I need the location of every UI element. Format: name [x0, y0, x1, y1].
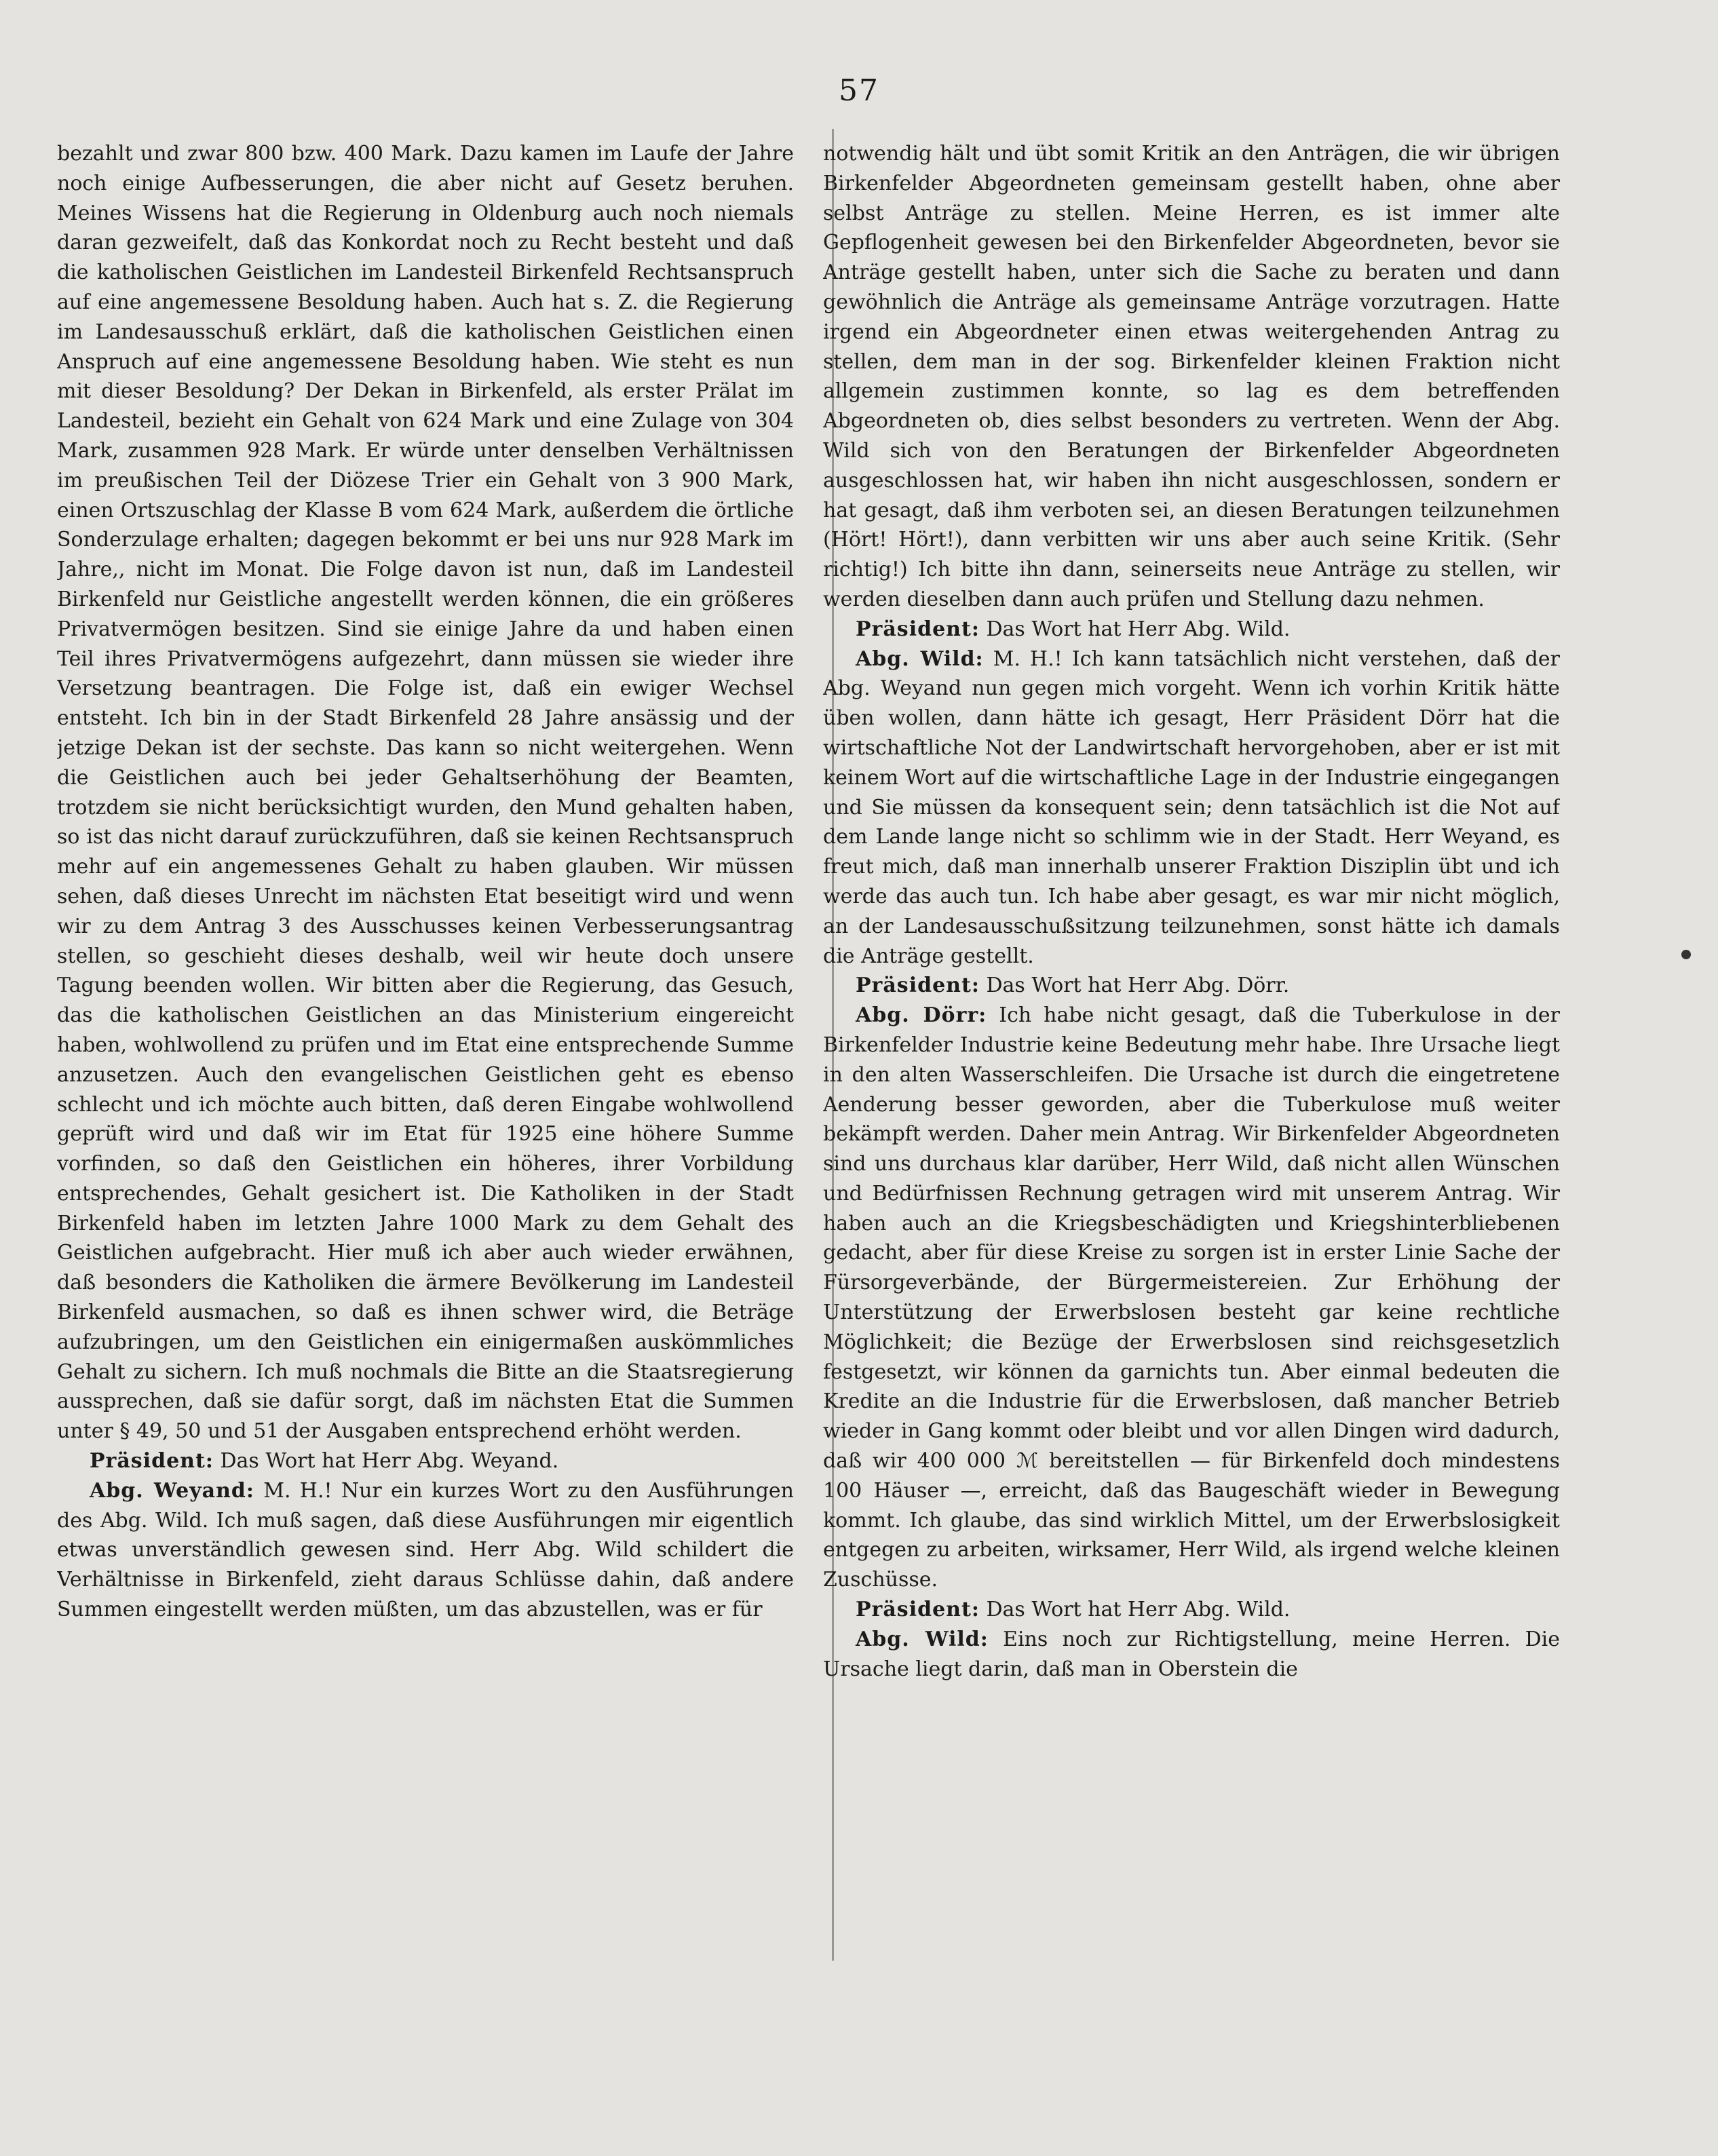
- right-column: [823, 139, 1560, 2120]
- speaker-label: Abg. Dörr:: [856, 1003, 987, 1028]
- paragraph-text: notwendig hält und übt somit Kritik an den Anträgen, die wir übrigen Birkenfelder Abgeordneten gemeinsam gestellt haben, ohne aber selbst Anträge zu stellen. Meine Herren, es ist immer alte Gepflogenheit gewesen bei den Birkenfelder Abgeordneten, bevor sie Anträge gestellt haben, unter sich die Sache zu beraten und dann gewöhnlich die Anträge als gemeinsame Anträge vorzutragen. Hatte irgend ein Abgeordneter einen etwas weitergehenden Antrag zu stellen, dem man in der sog. Birkenfelder kleinen Fraktion nicht allgemein zustimmen konnte, so lag es dem betreffenden Abgeordneten ob, dies selbst besonders zu vertreten. Wenn der Abg. Wild sich von den Beratungen der Birkenfelder Abgeordneten ausgeschlossen hat, wir haben ihn nicht ausgeschlossen, sondern er hat gesagt, daß ihm verboten sei, an diesen Beratungen teilzunehmen (Hört! Hört!), dann verbitten wir uns aber auch seine Kritik. (Sehr richtig!) Ich bitte ihn dann, seinerseits neue Anträge zu stellen, wir werden dieselben dann auch prüfen und Stellung dazu nehmen.: [823, 142, 1560, 611]
- speaker-label: Abg. Wild:: [856, 1627, 989, 1651]
- speaker-label: Präsident:: [856, 974, 980, 998]
- paragraph: [823, 139, 1560, 615]
- paragraph: [57, 1446, 794, 1476]
- paragraph: [823, 1625, 1560, 1685]
- paragraph-text: Das Wort hat Herr Abg. Wild.: [986, 1598, 1291, 1622]
- speaker-label: Präsident:: [856, 617, 980, 641]
- speaker-label: Abg. Wild:: [856, 647, 984, 671]
- paragraph-text: bezahlt und zwar 800 bzw. 400 Mark. Dazu kamen im Laufe der Jahre noch einige Aufbesserungen, die aber nicht auf Gesetz beruhen. Meines Wissens hat die Regierung in Oldenburg auch noch niemals daran gezweifelt, daß das Konkordat noch zu Recht besteht und daß die katholischen Geistlichen im Landesteil Birkenfeld Rechtsanspruch auf eine angemessene Besoldung haben. Auch hat s. Z. die Regierung im Landesausschuß erklärt, daß die katholischen Geistlichen einen Anspruch auf eine angemessene Besoldung haben. Wie steht es nun mit dieser Besoldung? Der Dekan in Birkenfeld, als erster Prälat im Landesteil, bezieht ein Gehalt von 624 Mark und eine Zulage von 304 Mark, zusammen 928 Mark. Er würde unter denselben Verhältnissen im preußischen Teil der Diözese Trier ein Gehalt von 3 900 Mark, einen Ortszuschlag der Klasse B vom 624 Mark, außerdem die örtliche Sonderzulage erhalten; dagegen bekommt er bei uns nur 928 Mark im Jahre,, nicht im Monat. Die Folge davon ist nun, daß im Landesteil Birkenfeld nur Geistliche angestellt werden können, die ein größeres Privatvermögen besitzen. Sind sie einige Jahre da und haben einen Teil ihres Privatvermögens aufgezehrt, dann müssen sie wieder ihre Versetzung beantragen. Die Folge ist, daß ein ewiger Wechsel entsteht. Ich bin in der Stadt Birkenfeld 28 Jahre ansässig und der jetzige Dekan ist der sechste. Das kann so nicht weitergehen. Wenn die Geistlichen auch bei jeder Gehaltserhöhung der Beamten, trotzdem sie nicht berücksichtigt wurden, den Mund gehalten haben, so ist das nicht darauf zurückzuführen, daß sie keinen Rechtsanspruch mehr auf ein angemessenes Gehalt zu haben glauben. Wir müssen sehen, daß dieses Unrecht im nächsten Etat beseitigt wird und wenn wir zu dem Antrag 3 des Ausschusses keinen Verbesserungsantrag stellen, so geschieht dieses deshalb, weil wir heute doch unsere Tagung beenden wollen. Wir bitten aber die Regierung, das Gesuch, das die katholischen Geistlichen an das Ministerium eingereicht haben, wohlwollend zu prüfen und im Etat eine entsprechende Summe anzusetzen. Auch den evangelischen Geistlichen geht es ebenso schlecht und ich möchte auch bitten, daß deren Eingabe wohlwollend geprüft wird und daß wir im Etat für 1925 eine höhere Summe vorfinden, so daß den Geistlichen ein höheres, ihrer Vorbildung entsprechendes, Gehalt gesichert ist. Die Katholiken in der Stadt Birkenfeld haben im letzten Jahre 1000 Mark zu dem Gehalt des Geistlichen aufgebracht. Hier muß ich aber auch wieder erwähnen, daß besonders die Katholiken die ärmere Bevölkerung im Landesteil Birkenfeld ausmachen, so daß es ihnen schwer wird, die Beträge aufzubringen, um den Geistlichen ein einigermaßen auskömmliches Gehalt zu sichern. Ich muß nochmals die Bitte an die Staatsregierung aussprechen, daß sie dafür sorgt, daß im nächsten Etat die Summen unter § 49, 50 und 51 der Ausgaben entsprechend erhöht werden.: [57, 142, 794, 1444]
- speaker-label: Präsident:: [856, 1598, 980, 1622]
- paragraph: [57, 139, 794, 1446]
- paragraph: [823, 971, 1560, 1001]
- paragraph-text: M. H.! Ich kann tatsächlich nicht verstehen, daß der Abg. Weyand nun gegen mich vorgeht. Wenn ich vorhin Kritik hätte üben wollen, dann hätte ich gesagt, Herr Präsident Dörr hat die wirtschaftliche Not der Landwirtschaft hervorgehoben, aber er ist mit keinem Wort auf die wirtschaftliche Lage in der Industrie eingegangen und Sie müssen da konsequent sein; denn tatsächlich ist die Not auf dem Lande lange nicht so schlimm wie in der Stadt. Herr Weyand, es freut mich, daß man innerhalb unserer Fraktion Disziplin übt und ich werde das auch tun. Ich habe aber gesagt, es war mir nicht möglich, an der Landesausschußsitzung teilzunehmen, sonst hätte ich damals die Anträge gestellt.: [823, 647, 1560, 968]
- paragraph: [823, 615, 1560, 644]
- paragraph: [57, 1476, 794, 1625]
- paragraph: [823, 1001, 1560, 1595]
- paragraph-text: Ich habe nicht gesagt, daß die Tuberkulose in der Birkenfelder Industrie keine Bedeutung mehr habe. Ihre Ursache liegt in den alten Wasserschleifen. Die Ursache ist durch die eingetretene Aenderung besser geworden, aber die Tuberkulose muß weiter bekämpft werden. Daher mein Antrag. Wir Birkenfelder Abgeordneten sind uns durchaus klar darüber, Herr Wild, daß nicht allen Wünschen und Bedürfnissen Rechnung getragen wird mit unserem Antrag. Wir haben auch an die Kriegsbeschädigten und Kriegshinterbliebenen gedacht, aber für diese Kreise zu sorgen ist in erster Linie Sache der Fürsorgeverbände, der Bürgermeistereien. Zur Erhöhung der Unterstützung der Erwerbslosen besteht gar keine rechtliche Möglichkeit; die Bezüge der Erwerbslosen sind reichsgesetzlich festgesetzt, wir können da garnichts tun. Aber einmal bedeuten die Kredite an die Industrie für die Erwerbslosen, daß mancher Betrieb wieder in Gang kommt oder bleibt und vor allen Dingen wird dadurch, daß wir 400 000 ℳ bereitstellen — für Birkenfeld doch mindestens 100 Häuser —, erreicht, daß das Baugeschäft wieder in Bewegung kommt. Ich glaube, das sind wirklich Mittel, um der Erwerbslosigkeit entgegen zu arbeiten, wirksamer, Herr Wild, als irgend welche kleinen Zuschüsse.: [823, 1003, 1560, 1592]
- speaker-label: Präsident:: [90, 1449, 214, 1474]
- paragraph-text: Das Wort hat Herr Abg. Dörr.: [986, 974, 1290, 998]
- paragraph-text: Das Wort hat Herr Abg. Wild.: [986, 617, 1291, 641]
- paragraph: [823, 1595, 1560, 1625]
- paragraph-text: Das Wort hat Herr Abg. Weyand.: [220, 1449, 559, 1474]
- left-column: [57, 139, 794, 2120]
- paragraph-text: M. H.! Nur ein kurzes Wort zu den Ausführungen des Abg. Wild. Ich muß sagen, daß diese Ausführungen mir eigentlich etwas unverständlich gewesen sind. Herr Abg. Wild schildert die Verhältnisse in Birkenfeld, zieht daraus Schlüsse dahin, daß andere Summen eingestellt werden müßten, um das abzustellen, was er für: [57, 1478, 794, 1622]
- ink-spot: [1681, 950, 1691, 959]
- page-number: 57: [839, 73, 879, 108]
- paragraph-text: Eins noch zur Richtigstellung, meine Herren. Die Ursache liegt darin, daß man in Oberstein die: [823, 1627, 1560, 1681]
- paragraph: [823, 644, 1560, 971]
- speaker-label: Abg. Weyand:: [90, 1478, 254, 1503]
